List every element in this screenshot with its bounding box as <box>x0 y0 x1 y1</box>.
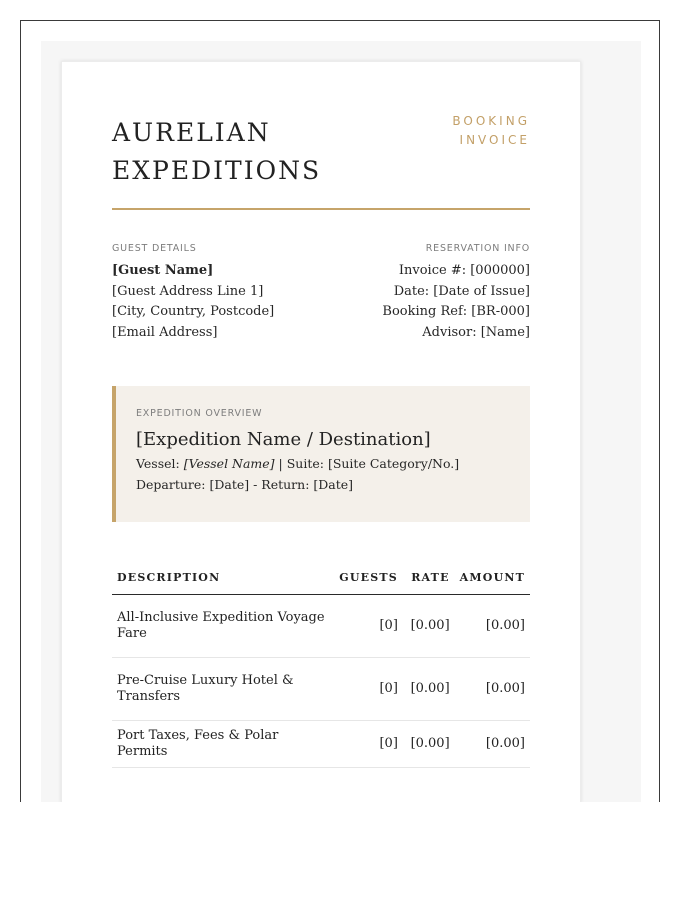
table-header-row <box>112 560 530 595</box>
table-row <box>112 595 530 658</box>
line-items-table <box>112 560 530 768</box>
advisor-name: Advisor: [Name] <box>422 324 530 340</box>
item-guests: [0] <box>334 595 403 658</box>
item-amount: [0.00] <box>455 721 530 768</box>
invoice-page <box>61 61 581 802</box>
header-divider <box>112 208 530 210</box>
rate-header: RATE <box>403 560 455 595</box>
table-row <box>112 658 530 721</box>
expedition-overview-label: EXPEDITION OVERVIEW <box>136 408 263 419</box>
item-rate: [0.00] <box>403 658 455 721</box>
booking-reference: Booking Ref: [BR-000] <box>382 304 530 319</box>
company-name-line2: EXPEDITIONS <box>112 156 322 185</box>
amount-header: AMOUNT <box>455 560 530 595</box>
vessel-suite-line <box>136 453 510 474</box>
document-type-line2: INVOICE <box>459 133 530 147</box>
company-name <box>112 114 321 190</box>
guest-city: [City, Country, Postcode] <box>112 304 275 319</box>
reservation-info-label: RESERVATION INFO <box>425 243 530 254</box>
table-row <box>112 721 530 768</box>
document-frame <box>20 20 660 802</box>
guest-name: [Guest Name] <box>112 263 214 278</box>
item-rate: [0.00] <box>403 595 455 658</box>
item-description: All-Inclusive Expedition Voyage Fare <box>112 595 334 658</box>
company-name-line1: AURELIAN <box>112 118 271 147</box>
expedition-overview <box>112 386 530 522</box>
guest-email: [Email Address] <box>112 324 218 340</box>
item-guests: [0] <box>334 658 403 721</box>
guest-details-label: GUEST DETAILS <box>112 243 197 254</box>
item-amount: [0.00] <box>455 658 530 721</box>
vessel-name: [Vessel Name] <box>183 456 275 471</box>
item-description: Port Taxes, Fees & Polar Permits <box>112 721 334 768</box>
description-header: DESCRIPTION <box>112 560 334 595</box>
guest-address: [Guest Address Line 1] <box>112 283 264 299</box>
document-type <box>452 112 530 150</box>
expedition-title: [Expedition Name / Destination] <box>136 429 431 450</box>
suite-info: | Suite: [Suite Category/No.] <box>274 456 460 471</box>
reservation-info <box>382 242 530 343</box>
invoice-number: Invoice #: [000000] <box>398 263 530 278</box>
issue-date: Date: [Date of Issue] <box>393 283 530 299</box>
item-amount: [0.00] <box>455 595 530 658</box>
item-rate: [0.00] <box>403 721 455 768</box>
vessel-prefix: Vessel: <box>136 456 184 471</box>
guest-details <box>112 242 274 343</box>
guests-header: GUESTS <box>334 560 403 595</box>
document-type-line1: BOOKING <box>452 114 530 128</box>
item-guests: [0] <box>334 721 403 768</box>
departure-return-line: Departure: [Date] - Return: [Date] <box>136 477 354 492</box>
item-description: Pre-Cruise Luxury Hotel & Transfers <box>112 658 334 721</box>
